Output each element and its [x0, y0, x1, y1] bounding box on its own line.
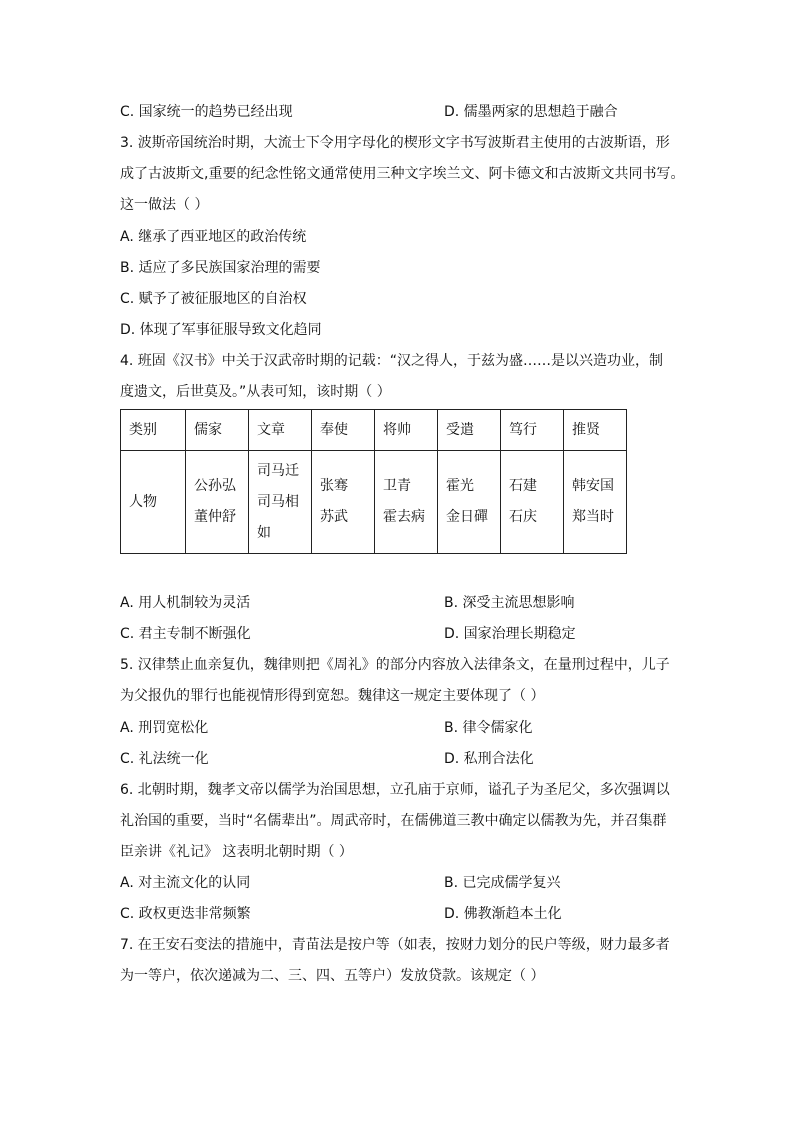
table-cell — [375, 451, 438, 554]
cell-line: 石庆 — [509, 509, 537, 525]
q5-option-b: B. 律令儒家化 — [444, 720, 533, 736]
q3-option-d: D. 体现了军事征服导致文化趋同 — [120, 322, 322, 338]
q3-option-a: A. 继承了西亚地区的政治传统 — [120, 229, 307, 245]
q6-stem-line-1: 6. 北朝时期，魏孝文帝以儒学为治国思想，立孔庙于京师，谥孔子为圣尼父，多次强调以 — [120, 782, 670, 798]
cell-line: 如 — [257, 524, 271, 541]
q3-stem-line-2: 成了古波斯文,重要的纪念性铭文通常使用三种文字埃兰文、阿卡德文和古波斯文共同书写。 — [120, 166, 685, 182]
table-row-label: 人物 — [121, 451, 186, 554]
q7-stem-line-2: 为一等户，依次递减为二、三、四、五等户）发放贷款。该规定（ ） — [120, 968, 545, 984]
q6-option-a: A. 对主流文化的认同 — [120, 875, 251, 891]
q4-option-b: B. 深受主流思想影响 — [444, 595, 575, 611]
q6-option-d: D. 佛教渐趋本土化 — [444, 906, 562, 922]
table-cell — [312, 451, 375, 554]
cell-line: 司马相 — [257, 493, 299, 510]
q6-stem-line-3: 臣亲讲《礼记》 这表明北朝时期（ ） — [120, 844, 353, 860]
table-cell — [186, 451, 249, 554]
q6-option-b: B. 已完成儒学复兴 — [444, 875, 561, 891]
cell-line: 公孙弘 — [194, 478, 236, 494]
cell-line: 苏武 — [320, 509, 348, 525]
cell-line: 霍光 — [446, 478, 474, 494]
table-header-cell: 将帅 — [375, 410, 438, 451]
q5-option-c: C. 礼法统一化 — [120, 751, 209, 767]
table-header-cell: 笃行 — [501, 410, 564, 451]
table-cell — [249, 451, 312, 554]
q5-option-d: D. 私刑合法化 — [444, 751, 534, 767]
q6-option-c: C. 政权更迭非常频繁 — [120, 906, 251, 922]
q4-option-c: C. 君主专制不断强化 — [120, 626, 251, 642]
table-header-cell: 儒家 — [186, 410, 249, 451]
table-header-cell: 推贤 — [564, 410, 627, 451]
q7-stem-line-1: 7. 在王安石变法的措施中，青苗法是按户等（如表，按财力划分的民户等级，财力最多者 — [120, 937, 670, 953]
table-header-cell: 受遣 — [438, 410, 501, 451]
q4-option-d: D. 国家治理长期稳定 — [444, 626, 576, 642]
cell-line: 郑当时 — [572, 509, 614, 525]
q3-stem-line-1: 3. 波斯帝国统治时期，大流士下令用字母化的楔形文字书写波斯君主使用的古波斯语，形 — [120, 135, 670, 151]
q5-option-a: A. 刑罚宽松化 — [120, 720, 209, 736]
q4-table — [120, 409, 627, 554]
cell-line: 张骞 — [320, 478, 348, 494]
table-header-cell: 奉使 — [312, 410, 375, 451]
q5-stem-line-2: 为父报仇的罪行也能视情形得到宽恕。魏律这一规定主要体现了（ ） — [120, 688, 545, 704]
q4-stem-line-1: 4. 班固《汉书》中关于汉武帝时期的记载：“汉之得人，于兹为盛……是以兴造功业，制 — [120, 353, 664, 369]
table-cell — [564, 451, 627, 554]
cell-line: 司马迁 — [257, 462, 299, 479]
cell-line: 董仲舒 — [194, 509, 236, 525]
table-header-cell: 文章 — [249, 410, 312, 451]
q3-option-c: C. 赋予了被征服地区的自治权 — [120, 291, 307, 307]
q2-option-c: C. 国家统一的趋势已经出现 — [120, 104, 293, 120]
table-row — [121, 451, 627, 554]
table-cell — [501, 451, 564, 554]
q4-option-a: A. 用人机制较为灵活 — [120, 595, 251, 611]
table-header-row — [121, 410, 627, 451]
cell-line: 韩安国 — [572, 478, 614, 494]
table-cell — [438, 451, 501, 554]
cell-line: 金日磾 — [446, 509, 488, 525]
q4-stem-line-2: 度遗文，后世莫及。”从表可知，该时期（ ） — [120, 384, 391, 400]
q5-stem-line-1: 5. 汉律禁止血亲复仇，魏律则把《周礼》的部分内容放入法律条文，在量刑过程中，儿子 — [120, 657, 670, 673]
q3-option-b: B. 适应了多民族国家治理的需要 — [120, 260, 321, 276]
q6-stem-line-2: 礼治国的重要，当时“名儒辈出”。周武帝时，在儒佛道三教中确定以儒教为先，并召集群 — [120, 813, 667, 829]
q2-option-d: D. 儒墨两家的思想趋于融合 — [444, 104, 618, 120]
cell-line: 霍去病 — [383, 509, 425, 525]
cell-line: 石建 — [509, 478, 537, 494]
cell-line: 卫青 — [383, 478, 411, 494]
table-header-cell: 类别 — [121, 410, 186, 451]
q3-stem-line-3: 这一做法（ ） — [120, 197, 209, 213]
